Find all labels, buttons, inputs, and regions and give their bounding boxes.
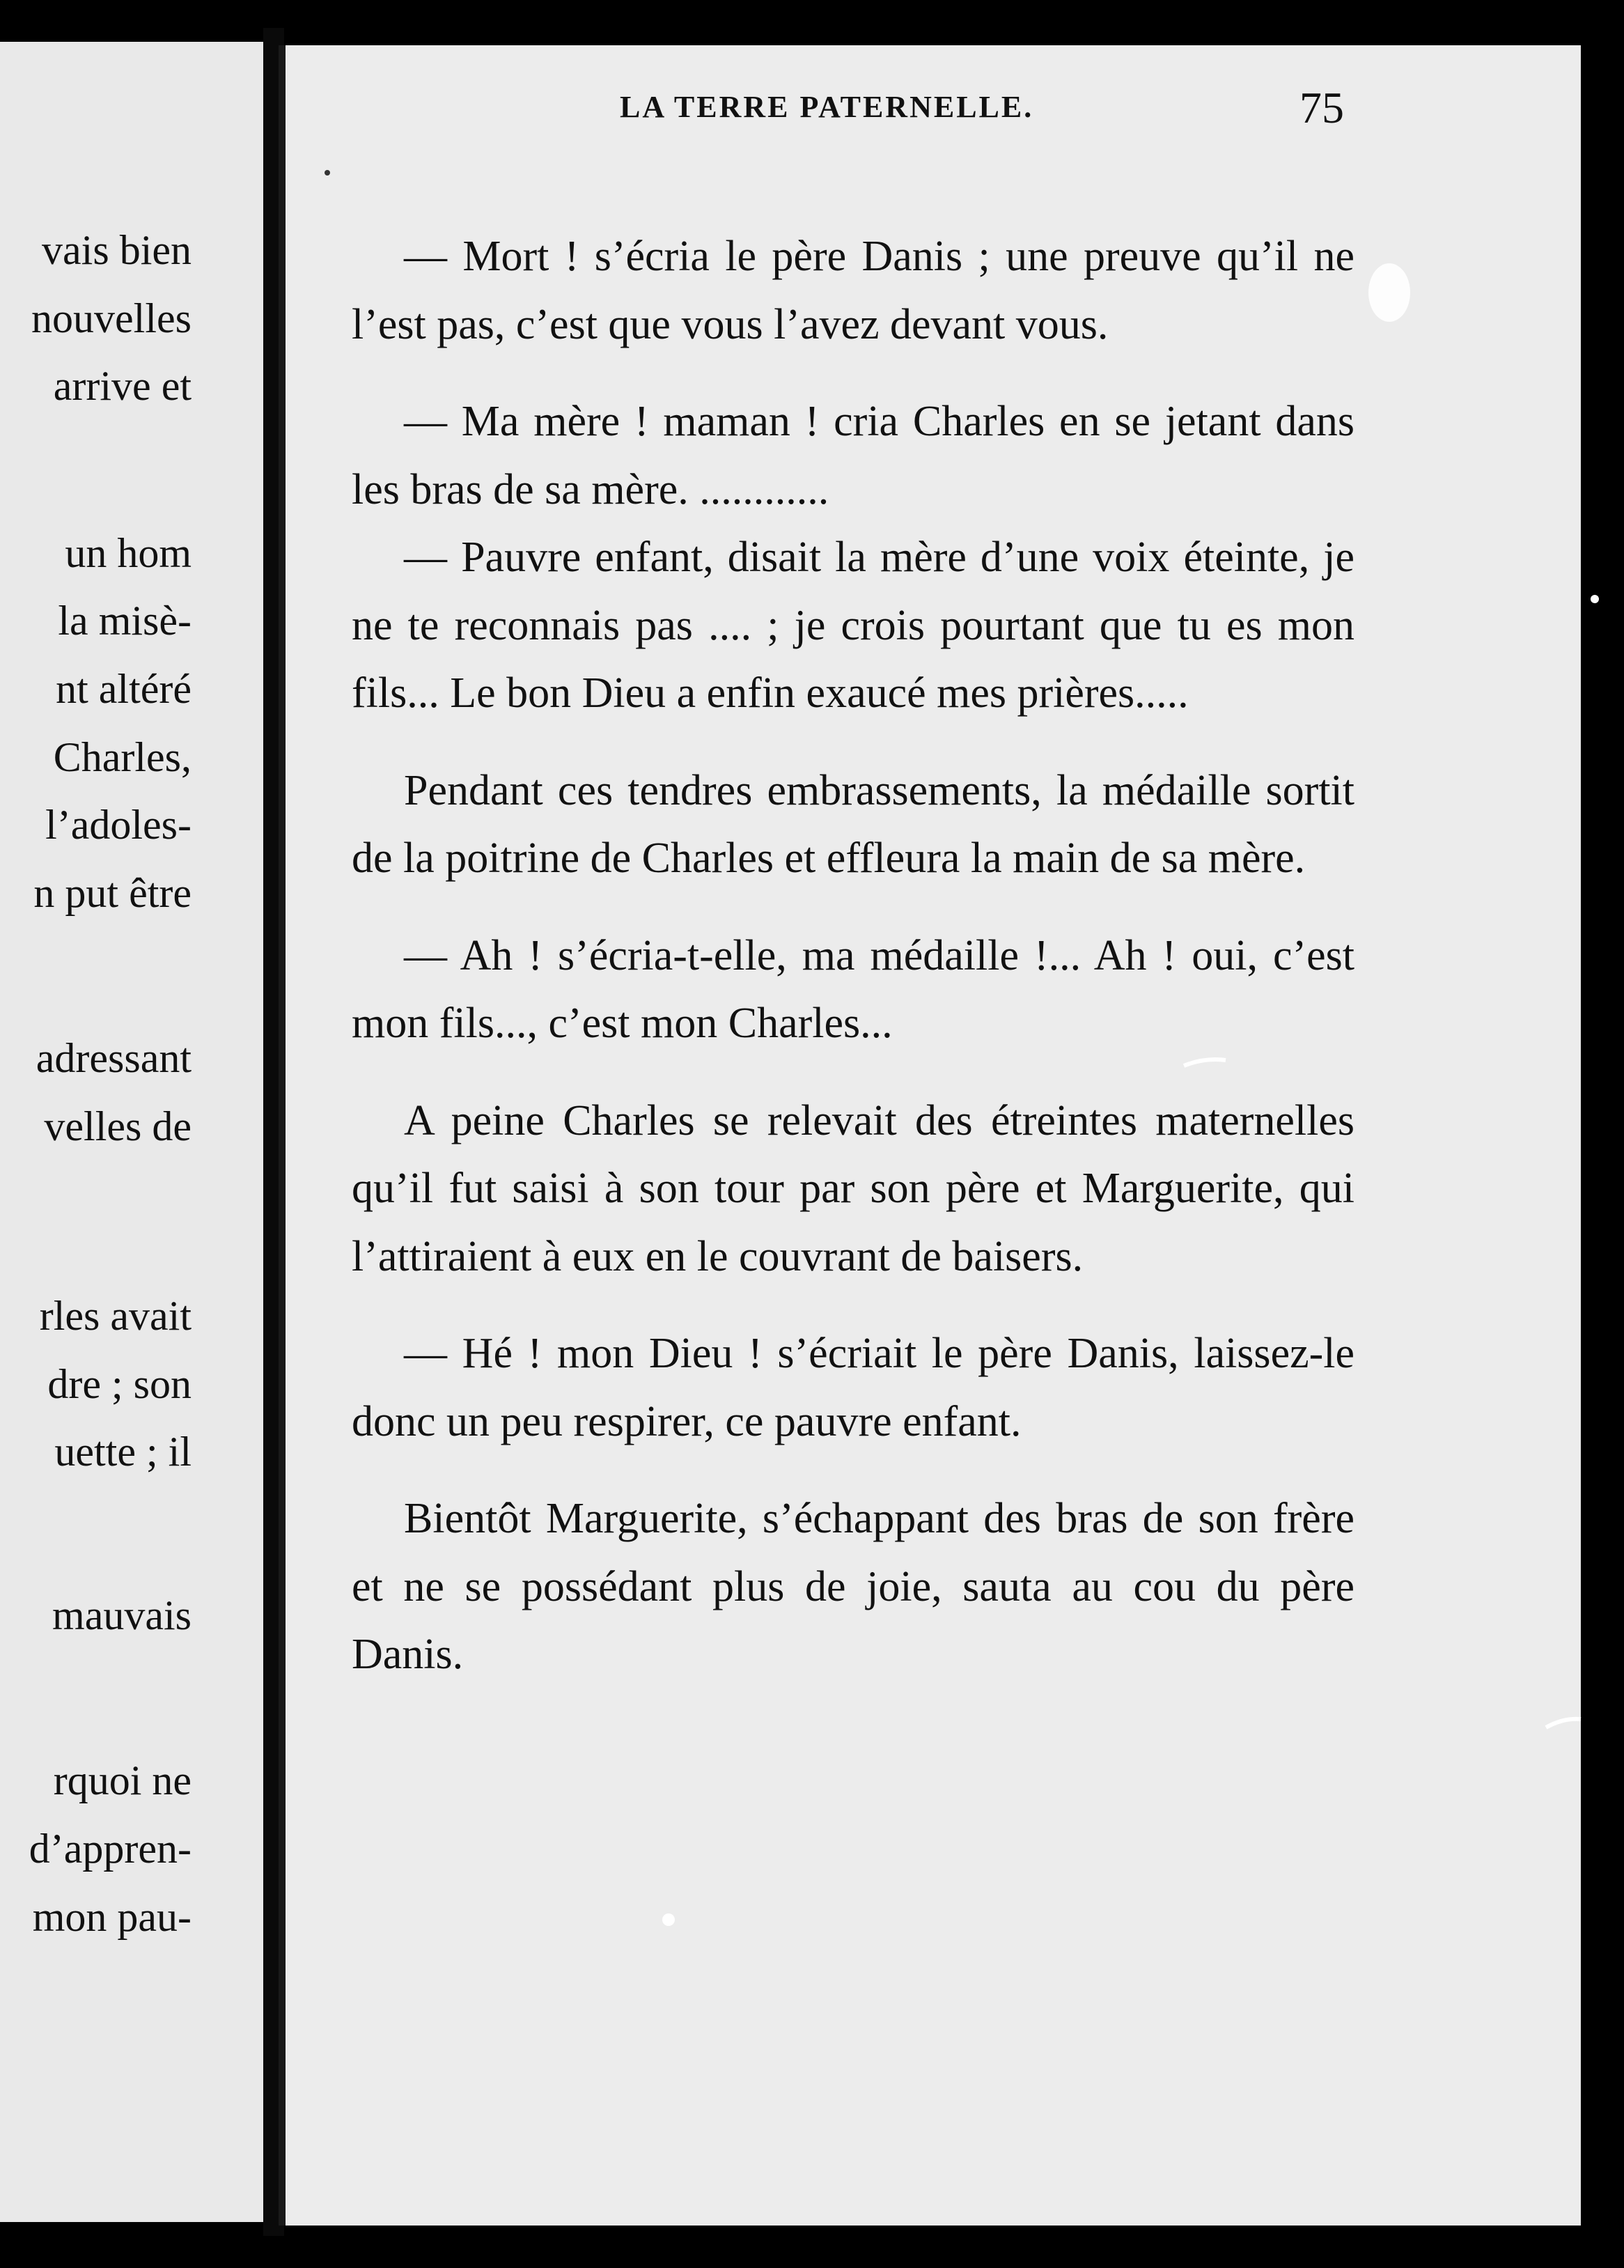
left-fragment: un hom — [65, 530, 192, 576]
paragraph: Pendant ces tendres embrassements, la médaille sortit de la poitrine de Charles et effleura la main de sa mère. — [352, 766, 1354, 882]
running-head — [341, 82, 1372, 145]
left-fragment: rles avait — [39, 1293, 192, 1339]
left-fragment: velles de — [44, 1103, 192, 1149]
paragraph: — Ah ! s’écria-t-elle, ma médaille !... Ah ! oui, c’est mon fils..., c’est mon Charles... — [352, 931, 1354, 1047]
page-body — [352, 223, 1354, 1689]
page-number: 75 — [1299, 83, 1344, 132]
left-fragment: l’adoles- — [45, 802, 192, 848]
running-title: LA TERRE PATERNELLE. — [620, 90, 1034, 124]
paragraph: — Pauvre enfant, disait la mère d’une voix éteinte, je ne te reconnais pas .... ; je crois pourtant que tu es mon fils... Le bon Dieu a enfin exaucé mes prières..... — [352, 534, 1354, 717]
left-fragment: Charles, — [53, 734, 192, 780]
left-fragment: adressant — [36, 1035, 192, 1081]
paragraph: — Ma mère ! maman ! cria Charles en se jetant dans les bras de sa mère. ............ — [352, 398, 1354, 513]
left-fragment: vais bien — [42, 227, 192, 273]
left-fragment: dre ; son — [47, 1361, 192, 1407]
paragraph: A peine Charles se relevait des étreintes maternelles qu’il fut saisi à son tour par son père et Marguerite, qui l’attiraient à eux en le couvrant de baisers. — [352, 1096, 1354, 1280]
left-fragment: rquoi ne — [53, 1757, 192, 1803]
left-fragment: nt altéré — [56, 666, 192, 712]
paragraph: — Mort ! s’écria le père Danis ; une preuve qu’il ne l’est pas, c’est que vous l’avez devant vous. — [352, 233, 1354, 348]
left-fragment: mon pau- — [32, 1894, 192, 1940]
left-fragment: nouvelles — [31, 295, 192, 341]
paragraph: Bientôt Marguerite, s’échappant des bras de son frère et ne se possédant plus de joie, sauta au cou du père Danis. — [352, 1495, 1354, 1678]
left-fragment: la misè- — [58, 598, 192, 644]
left-page-fragments — [0, 42, 268, 2222]
left-fragment: uette ; il — [54, 1429, 192, 1475]
left-fragment: n put être — [33, 870, 192, 916]
left-facing-page — [0, 42, 268, 2222]
paragraph: — Hé ! mon Dieu ! s’écriait le père Danis, laissez-le donc un peu respirer, ce pauvre enfant. — [352, 1330, 1354, 1445]
left-fragment: mauvais — [52, 1592, 192, 1638]
left-fragment: d’appren- — [29, 1826, 192, 1872]
left-fragment: arrive et — [53, 363, 192, 409]
